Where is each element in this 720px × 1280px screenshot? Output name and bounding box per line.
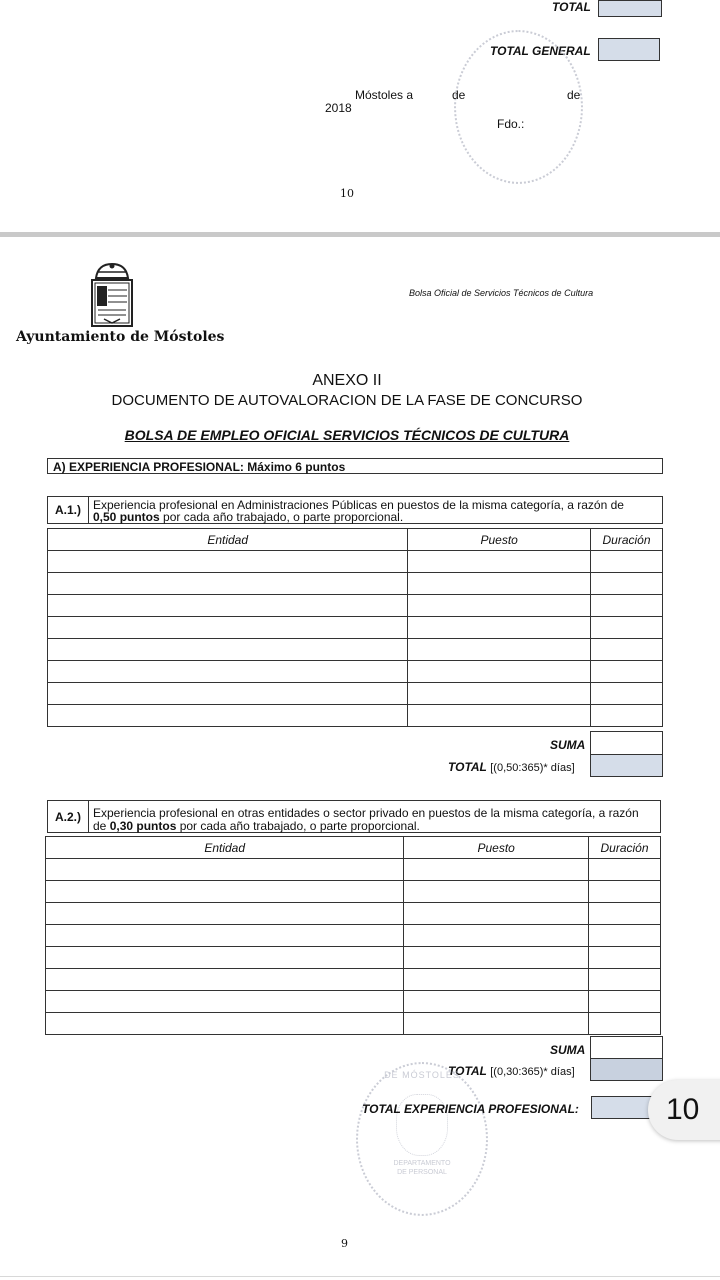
a2-cell-duracion[interactable]	[589, 969, 661, 991]
a2-cell-puesto[interactable]	[404, 925, 589, 947]
a2-cell-entidad[interactable]	[46, 1013, 404, 1035]
table-row	[46, 1013, 661, 1035]
a2-cell-puesto[interactable]	[404, 859, 589, 881]
a2-cell-entidad[interactable]	[46, 991, 404, 1013]
a1-cell-puesto[interactable]	[408, 573, 591, 595]
a1-cell-puesto[interactable]	[408, 683, 591, 705]
table-row	[48, 683, 663, 705]
a2-col-entidad: Entidad	[46, 837, 404, 859]
a2-cell-duracion[interactable]	[589, 859, 661, 881]
date-de-2: de	[567, 88, 581, 102]
total-experiencia-label: TOTAL EXPERIENCIA PROFESIONAL:	[362, 1102, 579, 1116]
table-row	[48, 551, 663, 573]
organization-name: Ayuntamiento de Móstoles	[16, 329, 225, 345]
page-indicator-value: 10	[666, 1093, 700, 1126]
table-row	[46, 925, 661, 947]
a1-cell-puesto[interactable]	[408, 705, 591, 727]
mostoles-a: Móstoles a	[355, 88, 414, 102]
a1-cell-entidad[interactable]	[48, 683, 408, 705]
a2-desc-rest: por cada año trabajado, o parte proporcional.	[176, 819, 420, 833]
a2-cell-puesto[interactable]	[404, 969, 589, 991]
page-indicator-badge[interactable]	[648, 1080, 720, 1140]
table-row	[48, 661, 663, 683]
stamp-text-top: DE MÓSTOLES	[384, 1070, 460, 1080]
bolsa-header: Bolsa Oficial de Servicios Técnicos de Cultura	[409, 288, 594, 298]
a1-table-header	[48, 529, 663, 551]
a2-header	[47, 800, 661, 833]
table-row	[48, 595, 663, 617]
a2-desc-points: 0,30 puntos	[109, 819, 177, 833]
a2-suma-box[interactable]	[590, 1036, 663, 1059]
a1-cell-puesto[interactable]	[408, 551, 591, 573]
a1-cell-duracion[interactable]	[591, 661, 663, 683]
date-year: 2018	[325, 101, 352, 115]
bottom-edge	[0, 1276, 720, 1277]
a2-col-puesto: Puesto	[404, 837, 589, 859]
a1-desc-rest: por cada año trabajado, o parte proporcional.	[159, 510, 404, 524]
a1-cell-duracion[interactable]	[591, 595, 663, 617]
total-general-box	[598, 38, 660, 61]
a1-suma-label: SUMA	[550, 738, 586, 752]
section-a-header	[47, 458, 663, 474]
a2-cell-puesto[interactable]	[404, 881, 589, 903]
a2-cell-duracion[interactable]	[589, 1013, 661, 1035]
table-row	[46, 991, 661, 1013]
table-row	[46, 903, 661, 925]
crest-icon	[84, 260, 140, 330]
section-a-points: 6 puntos	[295, 460, 346, 474]
table-row	[48, 573, 663, 595]
a2-cell-entidad[interactable]	[46, 903, 404, 925]
document-title: DOCUMENTO DE AUTOVALORACION DE LA FASE DE CONCURSO	[111, 392, 583, 409]
a2-table	[45, 836, 661, 1035]
stamp-text-dept: DEPARTAMENTO	[393, 1160, 451, 1167]
section-a-label: A) EXPERIENCIA PROFESIONAL: Máximo	[53, 460, 292, 474]
a1-cell-duracion[interactable]	[591, 639, 663, 661]
a2-total-formula: [(0,30:365)* días]	[490, 1066, 575, 1078]
a1-cell-entidad[interactable]	[48, 551, 408, 573]
a2-cell-duracion[interactable]	[589, 881, 661, 903]
a1-total-box[interactable]	[590, 754, 663, 777]
a2-cell-duracion[interactable]	[589, 991, 661, 1013]
table-row	[46, 969, 661, 991]
top-total-box	[598, 0, 662, 17]
a2-total-box[interactable]	[590, 1058, 663, 1081]
a2-total-label: TOTAL	[448, 1064, 487, 1078]
a1-cell-puesto[interactable]	[408, 595, 591, 617]
a1-cell-puesto[interactable]	[408, 617, 591, 639]
a2-cell-entidad[interactable]	[46, 859, 404, 881]
a1-table	[47, 528, 663, 727]
a1-cell-duracion[interactable]	[591, 705, 663, 727]
a1-col-duracion: Duración	[591, 529, 663, 551]
a1-cell-duracion[interactable]	[591, 551, 663, 573]
a1-cell-duracion[interactable]	[591, 573, 663, 595]
a2-cell-puesto[interactable]	[404, 947, 589, 969]
a2-cell-puesto[interactable]	[404, 903, 589, 925]
table-row	[46, 881, 661, 903]
a1-desc-line1: Experiencia profesional en Administraciones Públicas en puestos de la misma categoría, a razón de	[93, 498, 624, 512]
a2-cell-puesto[interactable]	[404, 991, 589, 1013]
top-stamp	[454, 30, 583, 184]
a2-cell-puesto[interactable]	[404, 1013, 589, 1035]
a1-total-formula: [(0,50:365)* días]	[490, 762, 575, 774]
a1-cell-duracion[interactable]	[591, 617, 663, 639]
date-de-1: de	[452, 88, 466, 102]
a1-desc-points: 0,50 puntos	[93, 510, 160, 524]
annex-title: ANEXO II	[312, 372, 382, 389]
table-row	[48, 617, 663, 639]
page-number: 9	[341, 1237, 348, 1250]
a1-code: A.1.)	[48, 497, 89, 523]
a2-cell-entidad[interactable]	[46, 947, 404, 969]
document-subtitle: BOLSA DE EMPLEO OFICIAL SERVICIOS TÉCNICOS DE CULTURA	[124, 427, 570, 443]
fdo-label: Fdo.:	[497, 117, 525, 131]
department-stamp	[356, 1062, 488, 1216]
a2-code: A.2.)	[48, 801, 89, 832]
table-row	[48, 639, 663, 661]
page-divider	[0, 232, 720, 237]
a1-cell-puesto[interactable]	[408, 661, 591, 683]
table-row	[46, 859, 661, 881]
a1-header	[47, 496, 663, 524]
a1-cell-entidad[interactable]	[48, 617, 408, 639]
a2-desc-pre: de	[93, 819, 110, 833]
table-row	[48, 705, 663, 727]
a2-cell-entidad[interactable]	[46, 925, 404, 947]
a2-cell-duracion[interactable]	[589, 925, 661, 947]
a2-cell-entidad[interactable]	[46, 969, 404, 991]
total-general-label: TOTAL GENERAL	[490, 44, 591, 58]
stamp-text-personal: DE PERSONAL	[397, 1169, 447, 1176]
a2-cell-duracion[interactable]	[589, 903, 661, 925]
a2-suma-label: SUMA	[550, 1043, 586, 1057]
a1-total-label: TOTAL	[448, 760, 487, 774]
a1-col-entidad: Entidad	[48, 529, 408, 551]
a1-col-puesto: Puesto	[408, 529, 591, 551]
a1-cell-entidad[interactable]	[48, 661, 408, 683]
a2-cell-entidad[interactable]	[46, 881, 404, 903]
a1-cell-puesto[interactable]	[408, 639, 591, 661]
a1-cell-entidad[interactable]	[48, 595, 408, 617]
a2-col-duracion: Duración	[589, 837, 661, 859]
a1-cell-entidad[interactable]	[48, 639, 408, 661]
a1-cell-entidad[interactable]	[48, 573, 408, 595]
a2-desc-line1: Experiencia profesional en otras entidades o sector privado en puestos de la misma categoría, a razón	[93, 806, 639, 820]
a1-suma-box[interactable]	[590, 731, 663, 755]
top-total-label: TOTAL	[552, 0, 591, 14]
a2-cell-duracion[interactable]	[589, 947, 661, 969]
table-row	[46, 947, 661, 969]
top-page-number: 10	[340, 187, 354, 200]
a2-table-header	[46, 837, 661, 859]
a1-cell-duracion[interactable]	[591, 683, 663, 705]
a1-cell-entidad[interactable]	[48, 705, 408, 727]
